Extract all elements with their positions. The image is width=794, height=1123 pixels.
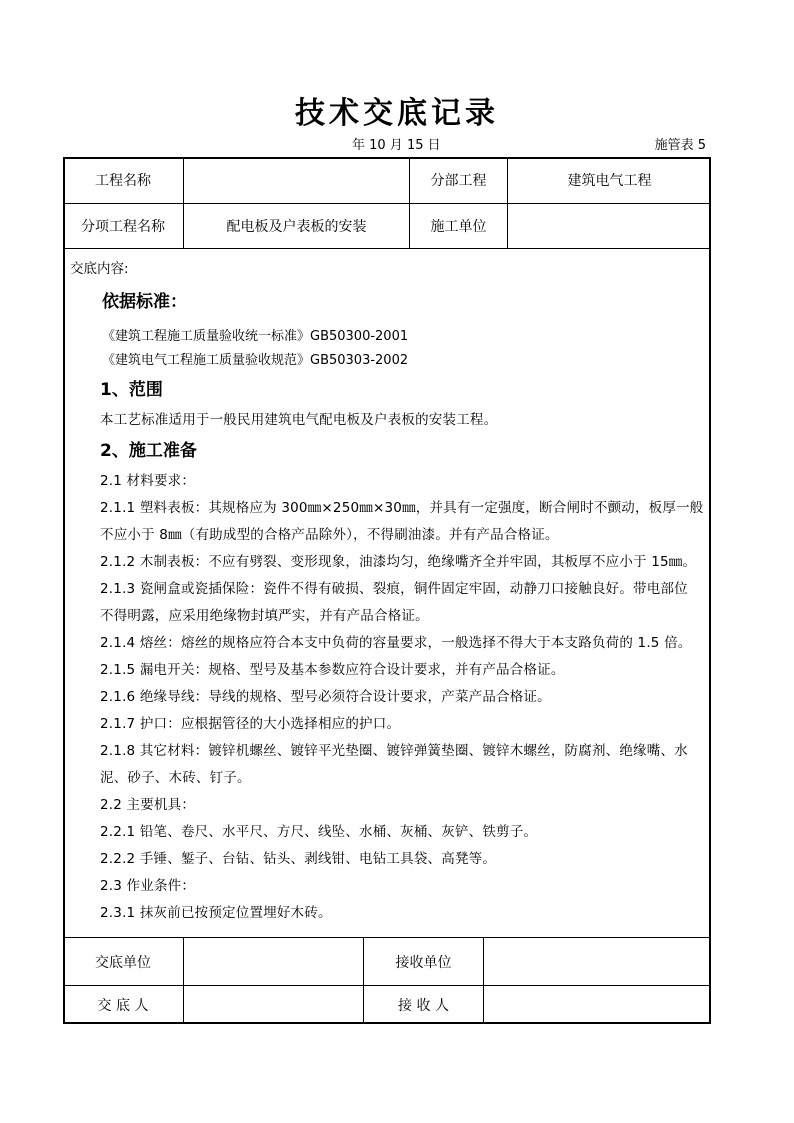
- item-name-value: 配电板及户表板的安装: [226, 219, 367, 235]
- receiver-person-label: 接 收 人: [398, 998, 449, 1014]
- receiver-person-value: [484, 986, 711, 1024]
- content-line: 2.1.7 护口：应根据管径的大小选择相应的护口。: [100, 716, 401, 732]
- content-line: 2.1.5 漏电开关：规格、型号及基本参数应符合设计要求，并有产品合格证。: [100, 662, 565, 678]
- handover-person-value: [184, 986, 363, 1024]
- content-line: 不应小于 8㎜（有助成型的合格产品除外），不得刷油漆。并有产品合格证。: [100, 527, 559, 543]
- content-line: 2.1 材料要求：: [100, 473, 196, 489]
- document-title: 技术交底记录: [295, 96, 499, 131]
- content-line: 2.3.1 抹灰前已按预定位置埋好木砖。: [100, 905, 332, 921]
- handover-unit-label: 交底单位: [95, 954, 151, 971]
- handover-unit-value: [184, 938, 363, 985]
- project-name-label: 工程名称: [95, 173, 151, 189]
- standard-item: 《建筑工程施工质量验收统一标准》GB50300-2001: [102, 329, 409, 344]
- content-line: 2.1.3 瓷闸盒或瓷插保险：瓷件不得有破损、裂痕，铜件固定牢固，动静刀口接触良好。带电部位: [100, 581, 688, 597]
- row-divider: [63, 248, 711, 249]
- content-line: 2.2.2 手锤、錾子、台钻、钻头、剥线钳、电钻工具袋、高凳等。: [100, 851, 497, 867]
- form-number: 施管表 5: [654, 138, 706, 153]
- sub-project-label: 分部工程: [430, 173, 487, 189]
- receiver-unit-value: [484, 938, 711, 985]
- content-label: 交底内容:: [70, 261, 129, 277]
- project-name-value: [184, 157, 409, 203]
- content-line: 2.3 作业条件：: [100, 878, 196, 894]
- standard-item: 《建筑电气工程施工质量验收规范》GB50303-2002: [102, 353, 409, 368]
- content-line: 不得明露，应采用绝缘物封填严实，并有产品合格证。: [100, 608, 429, 624]
- basis-heading: 依据标准：: [102, 292, 187, 312]
- handover-content: [70, 256, 706, 934]
- section-text: 本工艺标准适用于一般民用建筑电气配电板及户表板的安装工程。: [100, 412, 498, 428]
- content-line: 泥、砂子、木砖、钉子。: [100, 770, 251, 786]
- content-line: 2.1.2 木制表板：不应有劈裂、变形现象，油漆均匀，绝缘嘴齐全并牢固，其板厚不应小于 15㎜。: [100, 554, 697, 570]
- construction-unit-label: 施工单位: [430, 219, 487, 235]
- construction-unit-value: [508, 204, 711, 248]
- date: 年 10 月 15 日: [352, 138, 441, 153]
- receiver-unit-label: 接收单位: [395, 954, 452, 971]
- section-heading: 1、范围: [100, 380, 163, 400]
- content-line: 2.2.1 铅笔、卷尺、水平尺、方尺、线坠、水桶、灰桶、灰铲、铁剪子。: [100, 824, 538, 840]
- content-line: 2.1.1 塑料表板：其规格应为 300㎜×250㎜×30㎜，并具有一定强度，断合闸时不颤动，板厚一般: [100, 500, 704, 516]
- content-line: 2.1.4 熔丝：熔丝的规格应符合本支中负荷的容量要求，一般选择不得大于本支路负荷的 1.5 倍。: [100, 635, 692, 651]
- handover-person-label: 交 底 人: [97, 998, 149, 1014]
- content-line: 2.1.8 其它材料：镀锌机螺丝、镀锌平光垫圈、镀锌弹簧垫圈、镀锌木螺丝，防腐剂、绝缘嘴、水: [100, 743, 688, 759]
- item-name-label: 分项工程名称: [81, 219, 165, 235]
- content-line: 2.1.6 绝缘导线：导线的规格、型号必须符合设计要求，产菜产品合格证。: [100, 689, 551, 705]
- content-line: 2.2 主要机具：: [100, 797, 196, 813]
- sub-project-value: 建筑电气工程: [567, 173, 652, 189]
- section-heading: 2、施工准备: [100, 441, 197, 461]
